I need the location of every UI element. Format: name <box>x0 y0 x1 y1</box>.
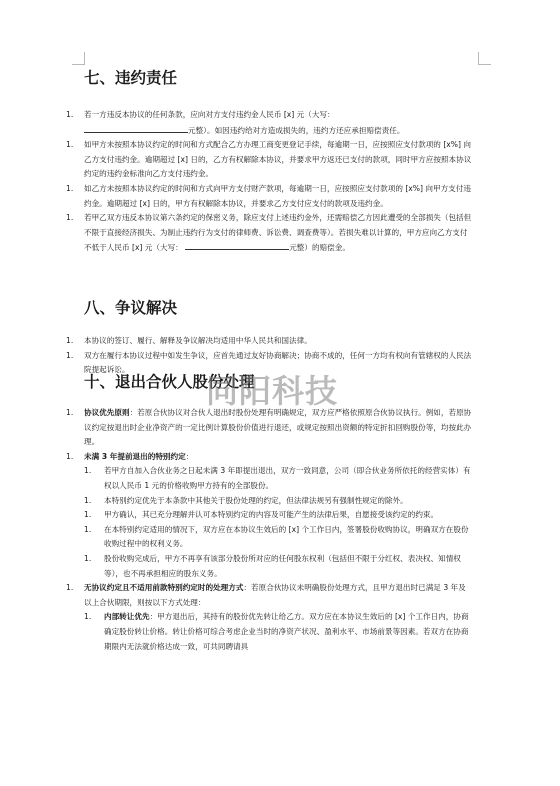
section-10-heading: 十、退出合伙人股份处理 <box>84 372 255 391</box>
margin-corner-mark <box>72 52 85 65</box>
list-item: 1. 本协议的签订、履行、解释及争议解决均适用中华人民共和国法律。 <box>66 336 312 345</box>
section-7-list <box>62 108 472 256</box>
section-8-heading: 八、争议解决 <box>84 298 178 317</box>
list-item: 1. 双方在履行本协议过程中如发生争议，应首先通过友好协商解决；协商不成的，任何一方均有权向有管辖权的人民法院提起诉讼。 <box>66 350 472 375</box>
sub-list-item: 1. 在本特别约定适用的情况下，双方应在本协议生效后的 [x] 个工作日内，签署股份收购协议，明确双方在股份收购过程中的权利义务。 <box>84 524 469 549</box>
list-item: 1. 未满 3 年提前退出的特别约定： <box>66 451 194 461</box>
sub-list-item: 1. 内部转让优先：甲方退出后，其持有的股份优先转让给乙方。双方应在本协议生效后的 [x] 个工作日内，协商确定股份转让价格。转让价格可综合考虑企业当时的净资产状况、盈利水平、市场前景等因素。若双方在协商期限内无法就价格达成一致，可共同聘请具 <box>84 612 469 651</box>
sub-list-item: 1. 若甲方自加入合伙业务之日起未满 3 年即提出退出，双方一致同意，公司（即合伙业务所依托的经营实体）有权以人民币 1 元的价格收购甲方持有的全部股份。 <box>84 466 471 490</box>
list-item: 1. 如乙方未按照本协议约定的时间和方式向甲方支付财产款项，每逾期一日，应按照应支付款项的 [x%] 向甲方支付违约金。逾期超过 [x] 日的，甲方有权解除本协议，并要求乙方支付应支付的款项及违约金。 <box>66 183 471 208</box>
list-item: 1. 若甲乙双方违反本协议第六条约定的保密义务，除应支付上述违约金外，还需赔偿乙方因此遭受的全部损失（包括但不限于直接经济损失、为制止违约行为支付的律师费、诉讼费、调查费等）。若损失难以计算的，甲方应向乙方支付不低于人民币 [x] 元（大写： 元整）的赔偿金。 <box>66 213 472 253</box>
list-item: 1. 无协议约定且不适用前款特别约定时的处理方式：若原合伙协议未明确股份处理方式，且甲方退出时已满足 3 年及以上合伙期限，则按以下方式处理： <box>66 583 466 607</box>
list-item: 1. 协议优先原则：若原合伙协议对合伙人退出时股份处理有明确规定，双方应严格依照原合伙协议执行。例如，若原协议约定按退出时企业净资产的一定比例计算股份价值进行退还，或规定按照出资额的特定折扣回购股份等，均按此办理。 <box>66 408 472 447</box>
list-item: 1. 若一方违反本协议的任何条款，应向对方支付违约金人民币 [x] 元（大写： 元整）。如因违约给对方造成损失的，违约方还应承担赔偿责任。 <box>66 110 405 135</box>
watermark-logo: 同阳科技 <box>206 372 339 410</box>
list-item: 1. 如甲方未按照本协议约定的时间和方式配合乙方办理工商变更登记手续，每逾期一日，应按照应支付款项的 [x%] 向乙方支付违约金。逾期超过 [x] 日的，乙方有权解除本协议，并要求甲方返还已支付的款项，同时甲方应按照本协议约定的违约金标准向乙方支付违约金。 <box>66 140 472 179</box>
sub-list-item: 1. 本特别约定优先于本条款中其他关于股份处理的约定，但法律法规另有强制性规定的除外。 <box>84 495 408 505</box>
section-7-heading: 七、违约责任 <box>84 68 178 87</box>
sub-list-item: 1. 股份收购完成后，甲方不再享有该部分股份所对应的任何股东权利（包括但不限于分红权、表决权、知情权等），也不再承担相应的股东义务。 <box>84 553 461 578</box>
blank-line <box>185 240 289 250</box>
section-10-list <box>62 406 472 654</box>
blank-line <box>84 123 188 133</box>
sub-list-item: 1. 甲方确认，其已充分理解并认可本特别约定的内容及可能产生的法律后果，自愿接受该约定的约束。 <box>84 510 439 520</box>
margin-corner-mark <box>478 52 491 65</box>
